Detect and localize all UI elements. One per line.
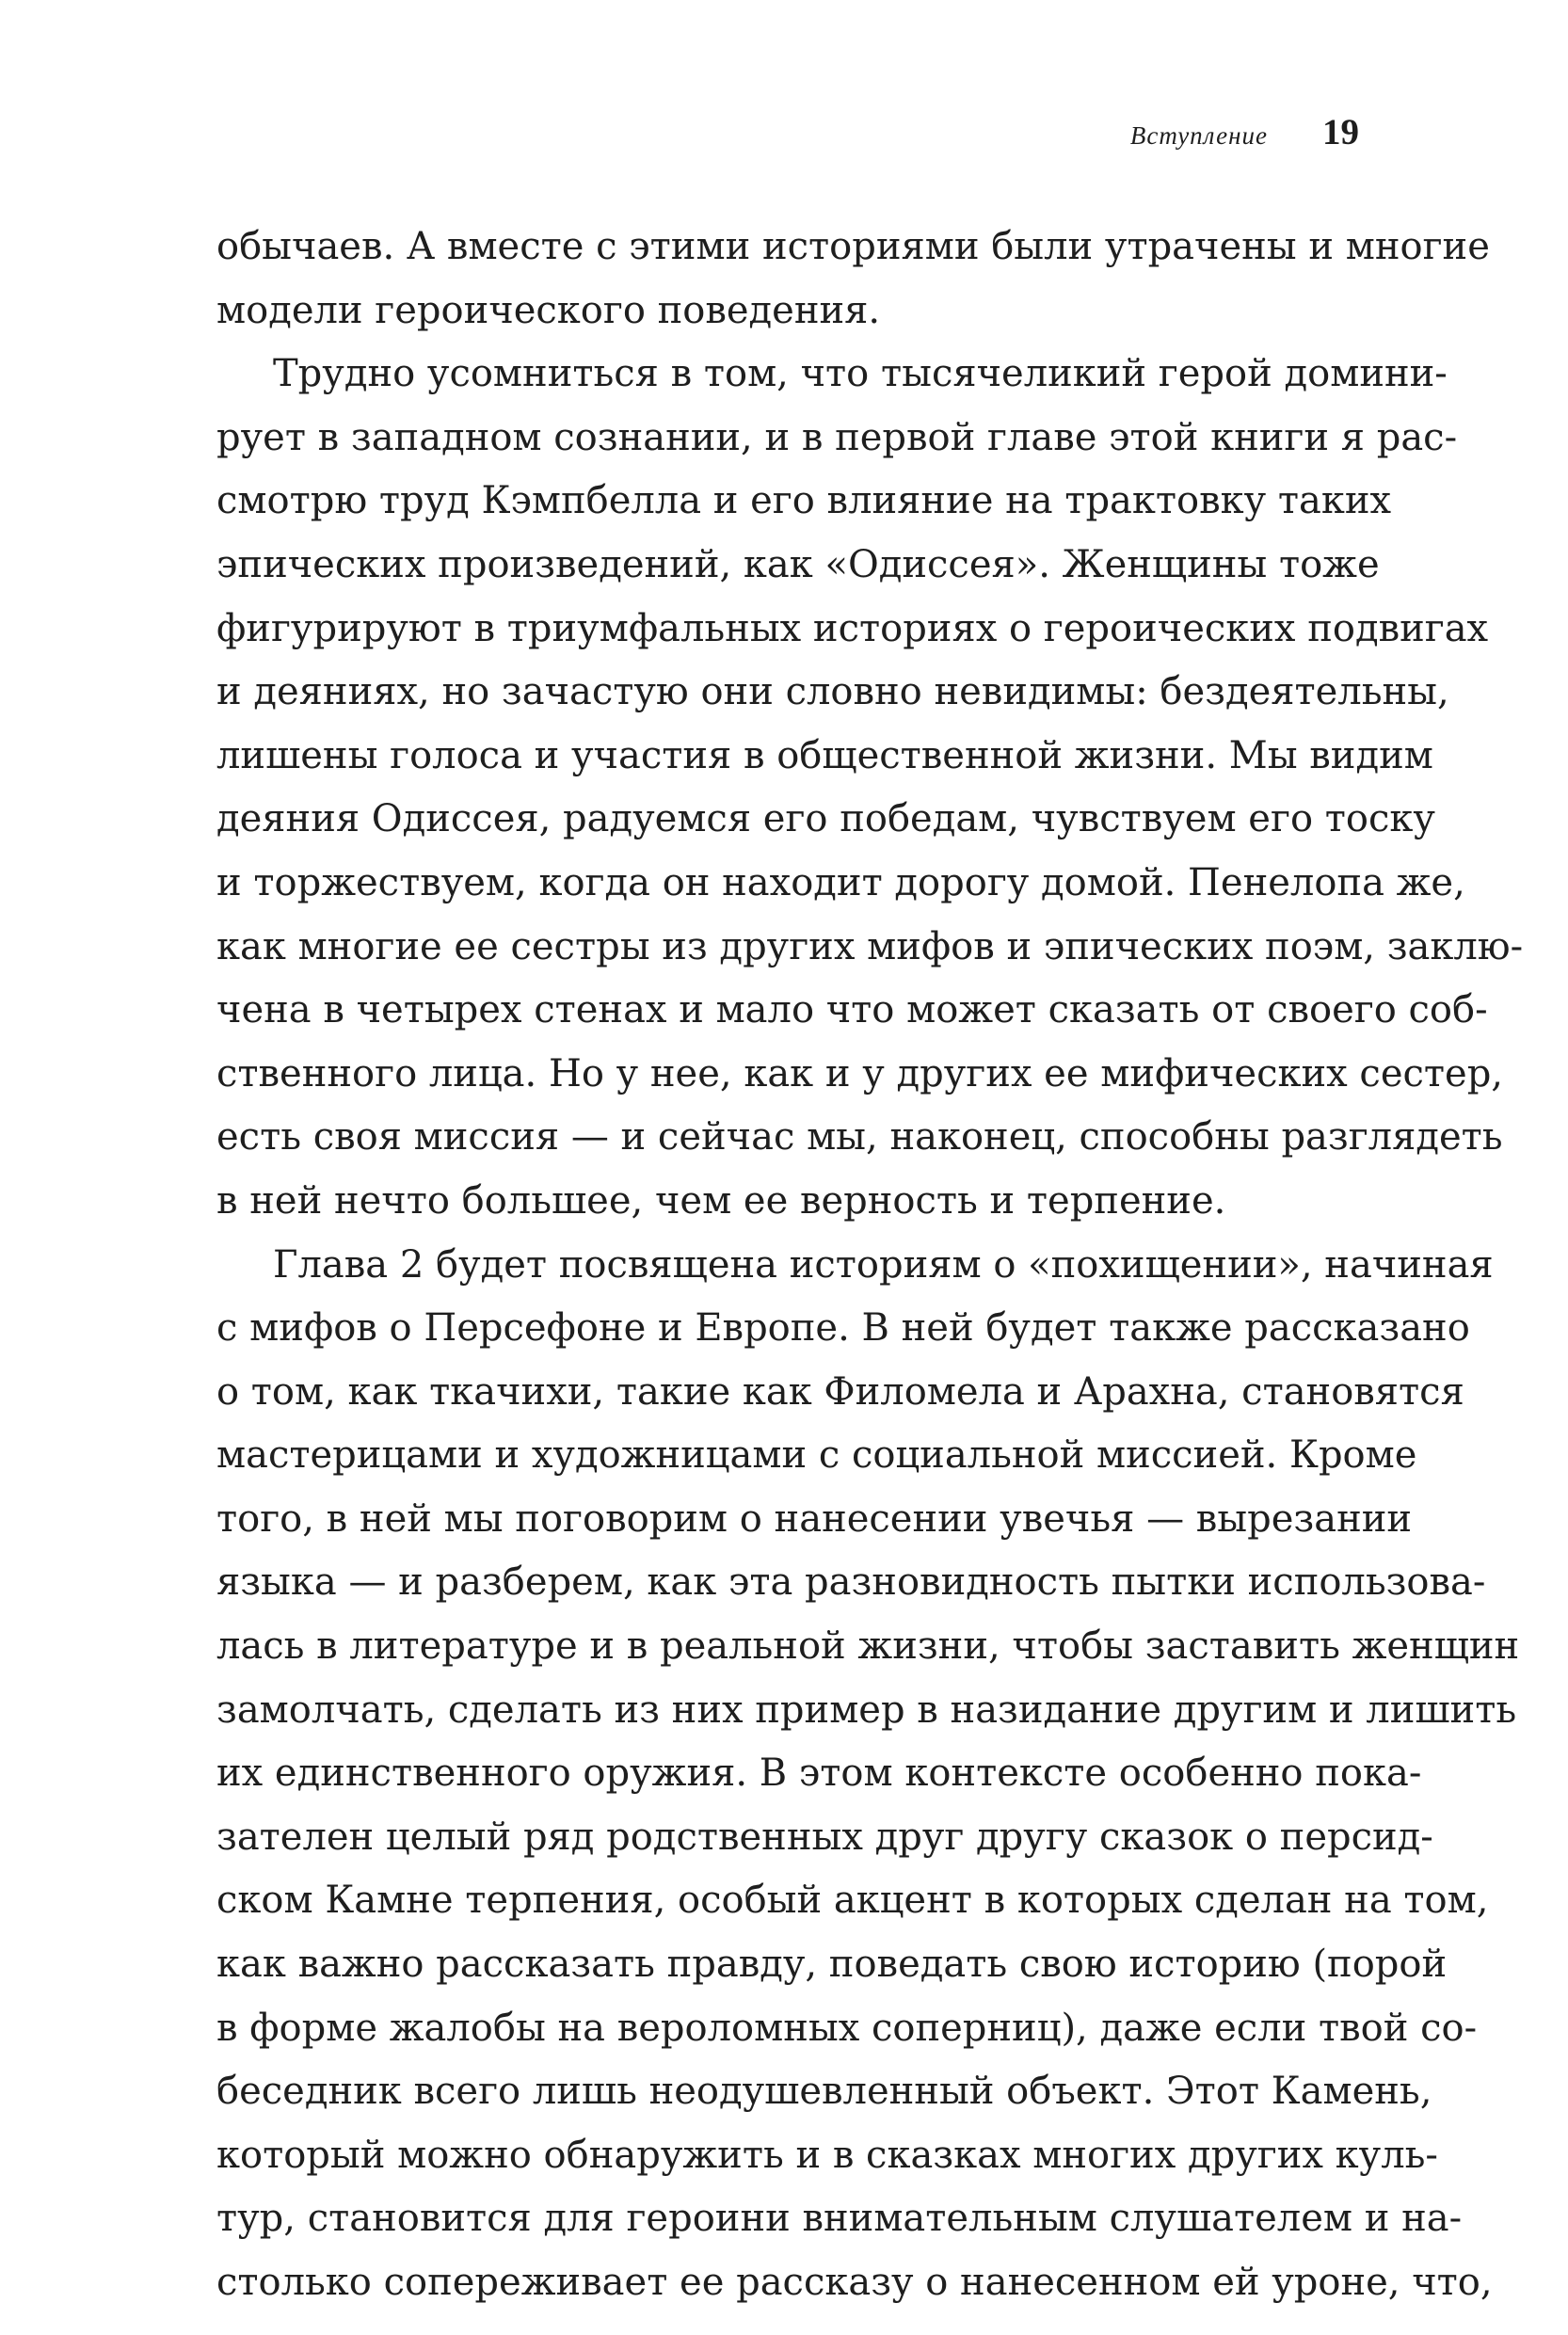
text-line: деяния Одиссея, радуемся его победам, чувствуем его тоску — [216, 797, 1435, 841]
text-line: столько сопереживает ее рассказу о нанесенном ей уроне, что, — [216, 2261, 1493, 2304]
text-line: и деяниях, но зачастую они словно невидимы: бездеятельны, — [216, 670, 1449, 714]
text-line: как многие ее сестры из других мифов и эпических поэм, заклю- — [216, 924, 1524, 968]
text-line: в форме жалобы на вероломных соперниц), даже если твой со- — [216, 2006, 1478, 2050]
text-line: ственного лица. Но у нее, как и у других ее мифических сестер, — [216, 1051, 1504, 1096]
paragraph — [216, 1234, 1520, 2315]
text-line: Глава 2 будет посвящена историям о «похищении», начиная — [273, 1242, 1494, 1287]
text-line: того, в ней мы поговорим о нанесении увечья — вырезании — [216, 1496, 1413, 1541]
body-text — [216, 216, 1524, 2315]
text-line: их единственного оружия. В этом контексте особенно пока- — [216, 1751, 1422, 1796]
running-head — [1130, 111, 1359, 153]
text-line: который можно обнаружить и в сказках многих других куль- — [216, 2133, 1438, 2177]
text-line: ском Камне терпения, особый акцент в которых сделан на том, — [216, 1879, 1489, 1923]
page-number: 19 — [1322, 112, 1359, 152]
text-line: модели героического поведения. — [216, 288, 881, 332]
text-line: языка — и разберем, как эта разновидность пытки использова- — [216, 1560, 1486, 1605]
text-line: беседник всего лишь неодушевленный объект. Этот Камень, — [216, 2070, 1432, 2114]
text-line: зателен целый ряд родственных друг другу сказок о персид- — [216, 1815, 1433, 1859]
text-line: тур, становится для героини внимательным слушателем и на- — [216, 2197, 1463, 2241]
text-line: в ней нечто большее, чем ее верность и терпение. — [216, 1178, 1226, 1223]
text-line: лась в литературе и в реальной жизни, чтобы заставить женщин — [216, 1624, 1520, 1669]
text-line: чена в четырех стенах и мало что может сказать от своего соб- — [216, 988, 1488, 1032]
text-line: мастерицами и художницами с социальной миссией. Кроме — [216, 1433, 1417, 1478]
text-line: смотрю труд Кэмпбелла и его влияние на трактовку таких — [216, 479, 1392, 523]
text-line: лишены голоса и участия в общественной жизни. Мы видим — [216, 733, 1433, 777]
text-line: есть своя миссия — и сейчас мы, наконец, способны разглядеть — [216, 1115, 1503, 1160]
text-line: с мифов о Персефоне и Европе. В ней будет также рассказано — [216, 1306, 1470, 1351]
text-line: и торжествуем, когда он находит дорогу домой. Пенелопа же, — [216, 860, 1465, 904]
paragraph — [216, 343, 1524, 1233]
paragraph — [216, 216, 1490, 343]
text-line: рует в западном сознании, и в первой главе этой книги я рас- — [216, 415, 1458, 459]
text-line: замолчать, сделать из них пример в назидание другим и лишить — [216, 1687, 1517, 1732]
running-title: Вступление — [1129, 121, 1268, 150]
text-line: о том, как ткачихи, такие как Филомела и Арахна, становятся — [216, 1369, 1464, 1414]
text-line: обычаев. А вместе с этими историями были утрачены и многие — [216, 225, 1490, 268]
text-line: как важно рассказать правду, поведать свою историю (порой — [216, 1943, 1448, 1987]
text-line: Трудно усомниться в том, что тысячеликий герой домини- — [273, 352, 1448, 396]
text-line: фигурируют в триумфальных историях о героических подвигах — [216, 606, 1489, 650]
text-line: эпических произведений, как «Одиссея». Женщины тоже — [216, 542, 1380, 586]
